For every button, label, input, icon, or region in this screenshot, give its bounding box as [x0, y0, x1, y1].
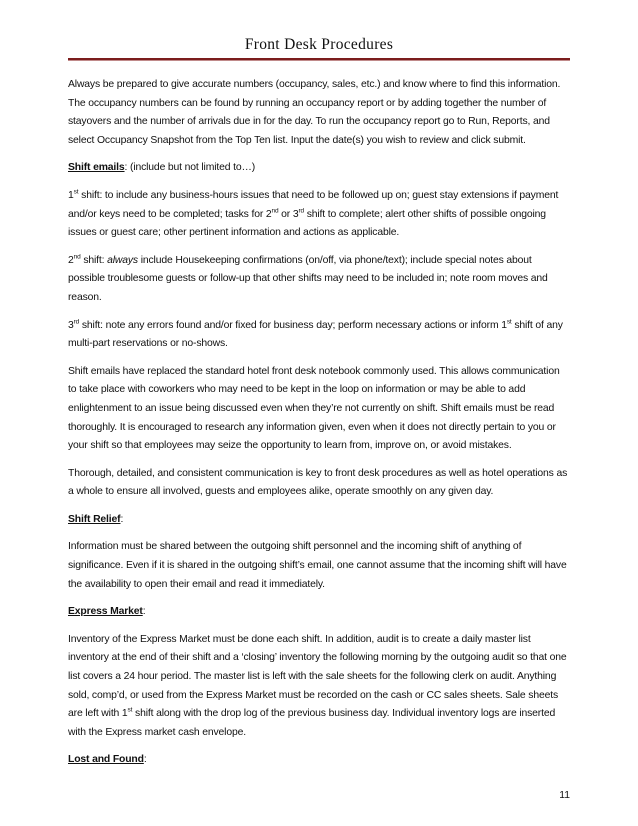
- page-title: Front Desk Procedures: [244, 36, 394, 53]
- express-market-ordinal: st: [127, 706, 133, 714]
- first-shift-paragraph: [68, 187, 570, 243]
- second-shift-text-a: shift:: [80, 254, 108, 266]
- first-shift-text-b: or 3: [278, 208, 299, 220]
- express-market-text-a: Inventory of the Express Market must be done each shift. In addition, audit is to create a daily master list inventory at the end of their shift and a ‘closing’ inventory the following morning by the outgoing audit so that one list covers a 24 hour period. The master list is left with the sale sheets for the following clerk on audit. Anything sold, comp’d, or used from the Express Market must be recorded on the cash or CC sales sheets. Sale sheets are left with 1: [68, 633, 567, 720]
- first-shift-ordinal-b: nd: [271, 207, 279, 215]
- shift-relief-heading-suffix: :: [120, 513, 124, 525]
- express-market-heading-suffix: :: [142, 606, 146, 618]
- notebook-paragraph: Shift emails have replaced the standard hotel front desk notebook commonly used. This allows communication to take place with coworkers who may need to be kept in the loop on information or may be able to add enlightenment to an issue being discussed even when they’re not currently on shift. Shift emails must be read thoroughly. It is encouraged to research any information given, even when it does not directly pertain to you or your shift so that employees may seize the opportunity to learn from, improve on, or avoid mistakes.: [68, 365, 560, 452]
- express-market-paragraph: [68, 631, 570, 743]
- first-shift-ordinal: st: [73, 188, 79, 196]
- second-shift-number: 2: [68, 254, 74, 266]
- first-shift-text-c: shift to complete; alert other shifts of possible ongoing issues or guest care; other pertinent information and actions as applicable.: [68, 208, 546, 239]
- lost-and-found-heading: Lost and Found: [68, 754, 144, 766]
- second-shift-ordinal: nd: [73, 253, 81, 261]
- communication-paragraph: Thorough, detailed, and consistent communication is key to front desk procedures as well as hotel operations as a whole to ensure all involved, guests and employees alike, operate smoothly on any given day.: [68, 467, 568, 498]
- shift-relief-heading-line: [68, 511, 570, 530]
- third-shift-ordinal-b: st: [506, 318, 512, 326]
- third-shift-paragraph: [68, 317, 570, 354]
- second-shift-text-b: include Housekeeping confirmations (on/off, via phone/text); include special notes about possible troublesome guests or follow-up that other shifts may need to be included in; note room moves and reason.: [68, 254, 548, 303]
- shift-relief-heading: Shift Relief: [68, 513, 121, 525]
- shift-emails-heading: Shift emails: [68, 162, 125, 174]
- first-shift-number: 1: [68, 189, 74, 201]
- lost-and-found-heading-suffix: :: [143, 754, 147, 766]
- page-header: [68, 36, 570, 61]
- second-shift-emphasis: always: [107, 254, 138, 266]
- third-shift-number: 3: [68, 319, 74, 331]
- first-shift-text-a: shift: to include any business-hours issues that need to be followed up on; guest stay extensions if payment and/or keys need to be completed; tasks for 2: [68, 189, 559, 220]
- express-market-text-b: shift along with the drop log of the previous business day. Individual inventory logs are inserted with the Express market cash envelope.: [68, 708, 556, 738]
- shift-emails-heading-suffix: : (include but not limited to…): [124, 162, 256, 174]
- shift-emails-heading-line: [68, 159, 570, 178]
- shift-relief-paragraph: Information must be shared between the outgoing shift personnel and the incoming shift of anything of significance. Even if it is shared in the outgoing shift’s email, one cannot assume that the incoming shift will have the availability to open their email and read it immediately.: [68, 541, 567, 590]
- intro-paragraph: Always be prepared to give accurate numbers (occupancy, sales, etc.) and know where to find this information. The occupancy numbers can be found by running an occupancy report or by adding together the number of stayovers and the number of arrivals due in for the day. To run the occupancy report go to Run, Reports, and select Occupancy Snapshot from the Top Ten list. Input the date(s) you wish to review and click submit.: [68, 79, 561, 146]
- first-shift-ordinal-c: rd: [298, 207, 304, 215]
- third-shift-ordinal: rd: [73, 318, 80, 326]
- page-number: 11: [559, 790, 570, 801]
- express-market-heading-line: [68, 603, 570, 622]
- lost-and-found-heading-line: [68, 751, 570, 770]
- third-shift-text-a: shift: note any errors found and/or fixed for business day; perform necessary actions or inform 1: [79, 319, 507, 331]
- express-market-heading: Express Market: [68, 606, 143, 618]
- third-shift-text-b: shift of any multi-part reservations or no-shows.: [68, 319, 563, 350]
- document-body: [68, 76, 570, 779]
- header-rule: [68, 58, 570, 61]
- second-shift-paragraph: [68, 252, 570, 308]
